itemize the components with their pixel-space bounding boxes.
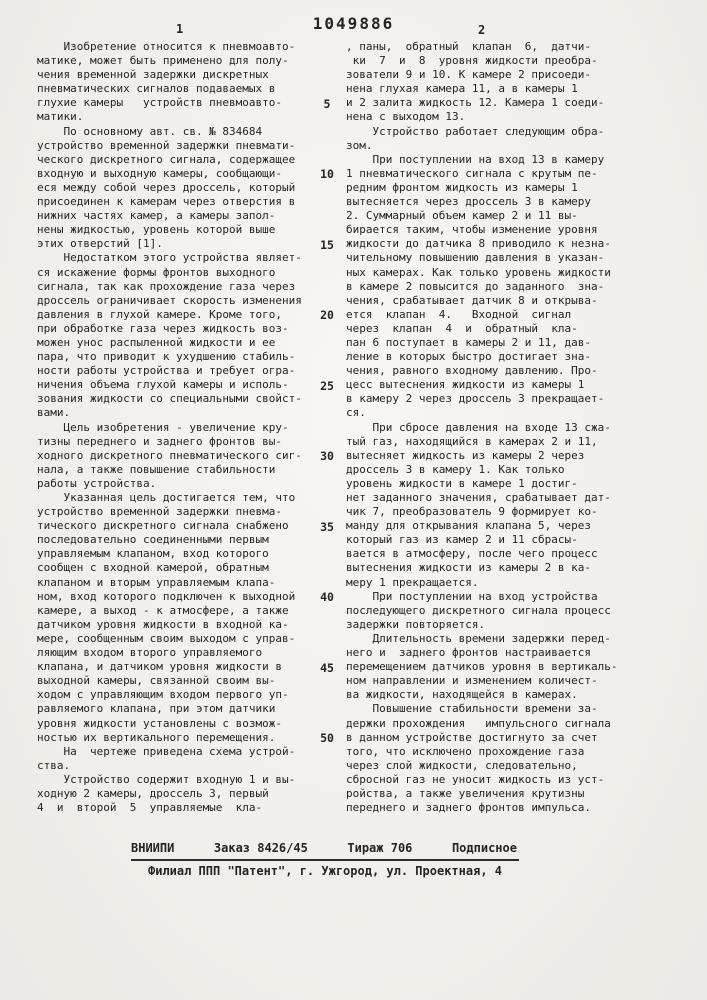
text-line: нена глухая камера 11, а в камеры 1 [346, 82, 578, 96]
text-line: Устройство содержит входную 1 и вы- [37, 772, 296, 786]
text-line: уровень жидкости в камере 1 достиг- [346, 476, 578, 490]
text-line: матике, может быть применено для полу- [37, 54, 289, 68]
text-line: ва жидкости, находящейся в камерах. [346, 688, 578, 702]
text-line: ки 7 и 8 уровня жидкости преобра- [346, 54, 598, 68]
text-line: и 2 залита жидкость 12. Камера 1 соеди- [346, 96, 605, 110]
text-line: ление в которых быстро достигает зна- [346, 350, 592, 364]
text-line: Указанная цель достигается тем, что [37, 491, 296, 504]
line-number: 15 [320, 237, 334, 252]
text-line: Изобретение относится к пневмоавто- [37, 40, 296, 53]
text-line: ходом с управляющим входом первого уп- [37, 688, 289, 702]
text-line: сбросной газ не уносит жидкость из уст- [346, 772, 605, 786]
text-line: сигнала, так как прохождение газа через [37, 279, 296, 293]
text-line: тического дискретного сигнала снабжено [37, 519, 289, 533]
text-line: камере, а выход - к атмосфере, а также [37, 603, 289, 617]
text-line: нижних частях камер, а камеры запол- [37, 209, 276, 223]
text-line: ном, вход которого подключен к выходной [37, 589, 296, 603]
line-number: 10 [320, 167, 334, 181]
text-line: цесс вытеснения жидкости из камеры 1 [346, 378, 585, 392]
text-line: сообщен с входной камерой, обратным [37, 561, 269, 575]
text-line: этих отверстий [1]. [37, 237, 163, 251]
text-line: клапана, и датчиком уровня жидкости в [37, 660, 283, 674]
text-line: чения, срабатывает датчик 8 и открыва- [346, 293, 598, 307]
text-line: 2. Суммарный объем камер 2 и 11 вы- [346, 209, 578, 223]
text-line: тизны переднего и заднего фронтов вы- [37, 434, 283, 448]
text-line: пневматических сигналов подаваемых в [37, 82, 276, 96]
text-line: нала, а также повышение стабильности [37, 462, 276, 476]
text-line: По основному авт. св. № 834684 [37, 124, 263, 138]
text-line: 1 пневматического сигнала с крутым пе- [346, 166, 598, 180]
branch-address: Филиал ППП "Патент", г. Ужгород, ул. Проектная, 4 [147, 864, 502, 878]
text-line: манду для открывания клапана 5, через [346, 519, 592, 533]
text-line: ется клапан 4. Входной сигнал [346, 307, 572, 321]
text-line: мере, сообщенным своим выходом с управ- [37, 631, 296, 645]
line-number: 25 [320, 378, 334, 393]
subscription-note: Подписное [451, 841, 517, 855]
text-line: присоединен к камерам через отверстия в [37, 195, 296, 209]
text-line: Устройство работает следующим обра- [346, 124, 605, 138]
text-line: зования жидкости со специальными свойст- [37, 392, 302, 406]
text-line: вытесняется через дроссель 3 в камеру [346, 195, 592, 209]
text-line: дроссель 3 в камеру 1. Как только [346, 462, 565, 476]
text-line: чения временной задержки дискретных [37, 68, 269, 82]
text-line: в данном устройстве достигнуто за счет [346, 730, 598, 744]
text-line: нет заданного значения, срабатывает дат- [346, 491, 611, 504]
right-text-column [346, 40, 648, 815]
line-number: 20 [320, 308, 334, 322]
text-line: задержки повторяется. [346, 617, 486, 631]
imprint-footer [131, 841, 517, 855]
text-line: чения, равного входному давлению. Про- [346, 364, 598, 378]
text-line: в камеру 2 через дроссель 3 прекращает- [346, 392, 605, 406]
text-line: вытеснения жидкости из камеры 2 в ка- [346, 561, 592, 575]
line-number-gutter [312, 40, 342, 745]
text-line: нена с выходом 13. [346, 110, 466, 124]
text-line: ческого дискретного сигнала, содержащее [37, 152, 296, 166]
line-number: 5 [323, 96, 331, 111]
text-line: При сбросе давления на входе 13 сжа- [346, 420, 611, 434]
line-number: 40 [320, 590, 334, 604]
print-run: Тираж 706 [347, 841, 413, 855]
text-line: можен унос распыленной жидкости и ее [37, 335, 276, 349]
text-line: при обработке газа через жидкость воз- [37, 321, 289, 335]
text-line: держки прохождения импульсного сигнала [346, 716, 611, 730]
text-line: устройство временной задержки пневма- [37, 505, 283, 519]
text-line: чик 7, преобразователь 9 формирует ко- [346, 505, 598, 519]
text-line: датчиком уровня жидкости в входной ка- [37, 617, 289, 631]
text-line: При поступлении на вход устройства [346, 589, 598, 603]
text-line: При поступлении на вход 13 в камеру [346, 152, 605, 166]
publisher-name: ВНИИПИ [131, 841, 175, 855]
text-line: ства. [37, 758, 71, 772]
text-line: клапаном и вторым управляемым клапа- [37, 575, 276, 589]
text-line: ном направлении и изменением количест- [346, 674, 598, 688]
text-line: На чертеже приведена схема устрой- [37, 744, 296, 758]
text-line: работы устройства. [37, 476, 157, 490]
patent-number: 1049886 [312, 14, 395, 33]
text-line: устройство временной задержки пневмати- [37, 138, 296, 152]
text-line: того, что исключено прохождение газа [346, 744, 585, 758]
text-line: меру 1 прекращается. [346, 575, 479, 589]
left-text-column [37, 40, 339, 815]
imprint-divider [131, 859, 519, 861]
text-line: ности работы устройства и требует огра- [37, 364, 296, 378]
text-line: вытесняет жидкость из камеры 2 через [346, 448, 585, 462]
text-line: ся искажение формы фронтов выходного [37, 265, 276, 279]
text-line: Повышение стабильности времени за- [346, 702, 598, 716]
text-line: ройства, а также увеличения крутизны [346, 786, 585, 800]
text-line: последующего дискретного сигнала процесс [346, 603, 611, 617]
text-line: жидкости до датчика 8 приводило к незна- [346, 237, 611, 251]
text-line: через слой жидкости, следовательно, [346, 758, 578, 772]
text-line: Цель изобретения - увеличение кру- [37, 420, 289, 434]
text-line: зователи 9 и 10. К камере 2 присоеди- [346, 68, 592, 82]
text-line: пан 6 поступает в камеры 2 и 11, дав- [346, 335, 592, 349]
text-line: ничения объема глухой камеры и исполь- [37, 378, 289, 392]
line-number: 45 [320, 660, 334, 675]
text-line: ходного дискретного пневматического сиг- [37, 448, 302, 462]
text-line: через клапан 4 и обратный кла- [346, 321, 578, 335]
text-line: управляемым клапаном, вход которого [37, 547, 269, 561]
text-line: перемещением датчиков уровня в вертикаль- [346, 660, 618, 674]
text-line: входную и выходную камеры, сообщающи- [37, 166, 283, 180]
text-line: давления в глухой камере. Кроме того, [37, 307, 283, 321]
text-line: Длительность времени задержки перед- [346, 631, 611, 645]
text-line: еся между собой через дроссель, который [37, 180, 296, 194]
order-number: Заказ 8426/45 [213, 841, 308, 855]
text-line: бирается таким, чтобы изменение уровня [346, 223, 598, 237]
text-line: тый газ, находящийся в камерах 2 и 11, [346, 434, 598, 448]
text-line: 4 и второй 5 управляемые кла- [37, 801, 263, 815]
left-column-number: 1 [176, 22, 184, 36]
text-line: в камере 2 повысится до заданного зна- [346, 279, 605, 293]
text-line: нены жидкостью, уровень которой выше [37, 223, 276, 237]
text-line: уровня жидкости установлены с возмож- [37, 716, 283, 730]
text-line: дроссель ограничивает скорость изменения [37, 293, 302, 307]
text-line: который газ из камер 2 и 11 сбрасы- [346, 533, 578, 547]
text-line: вами. [37, 406, 71, 420]
text-line: матики. [37, 110, 84, 124]
text-line: ностью их вертикального перемещения. [37, 730, 276, 744]
text-line: выходной камеры, связанной своим вы- [37, 674, 276, 688]
text-line: пара, что приводит к ухудшению стабиль- [37, 350, 296, 364]
text-line: редним фронтом жидкость из камеры 1 [346, 180, 578, 194]
text-line: , паны, обратный клапан 6, датчи- [346, 40, 592, 53]
text-line: Недостатком этого устройства являет- [37, 251, 302, 265]
text-line: ляющим входом второго управляемого [37, 646, 263, 660]
text-line: ся. [346, 406, 366, 420]
right-column-number: 2 [478, 23, 486, 37]
line-number: 35 [320, 519, 334, 534]
text-line: переднего и заднего фронтов импульса. [346, 801, 592, 815]
text-line: ных камерах. Как только уровень жидкости [346, 265, 611, 279]
text-line: ходную 2 камеры, дроссель 3, первый [37, 786, 269, 800]
line-number: 50 [320, 731, 334, 745]
text-line: равляемого клапана, при этом датчики [37, 702, 276, 716]
text-line: вается в атмосферу, после чего процесс [346, 547, 598, 561]
text-line: чительному повышению давления в указан- [346, 251, 605, 265]
text-line: него и заднего фронтов настраивается [346, 646, 592, 660]
text-line: глухие камеры устройств пневмоавто- [37, 96, 283, 110]
line-number: 30 [320, 449, 334, 463]
text-line: зом. [346, 138, 373, 152]
text-line: последовательно соединенными первым [37, 533, 269, 547]
